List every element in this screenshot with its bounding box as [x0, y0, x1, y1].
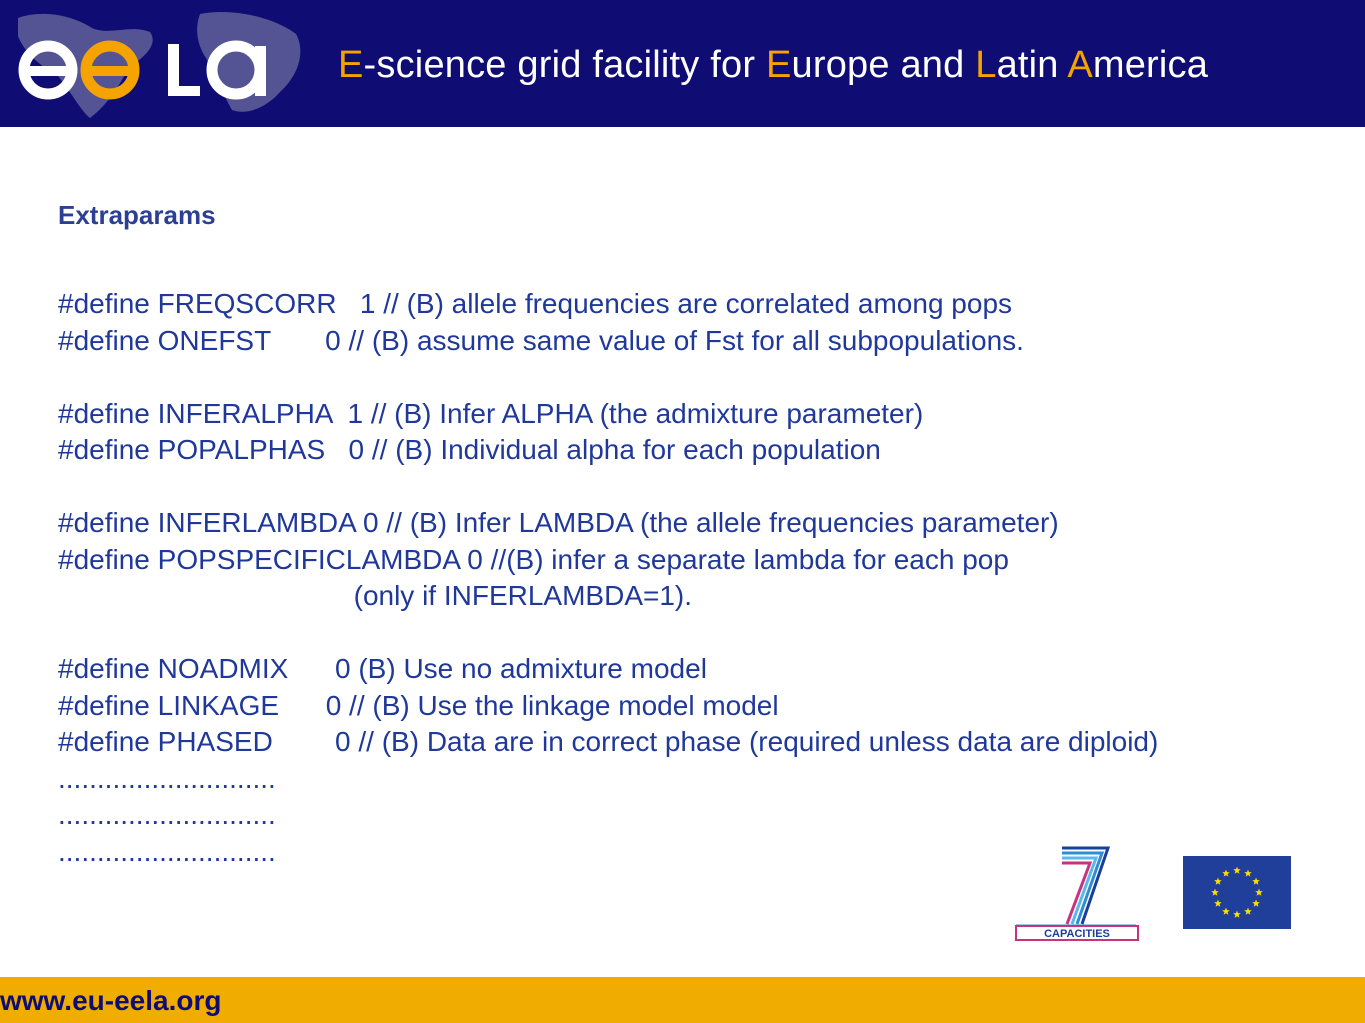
define-line: #define INFERLAMBDA 0 // (B) Infer LAMBDA (the allele frequencies parameter): [58, 507, 1059, 538]
footer-bar: [0, 977, 1365, 1023]
define-line: #define POPSPECIFICLAMBDA 0 //(B) infer a separate lambda for each pop: [58, 543, 1009, 575]
title-segment: -science grid facility for: [363, 44, 766, 86]
title-initial: A: [1067, 44, 1093, 86]
header-title: [338, 44, 1208, 87]
title-segment: urope and: [791, 44, 976, 86]
footer-url-link[interactable]: www.eu-eela.org: [0, 985, 222, 1016]
blank-line: [58, 469, 1348, 506]
fp7-label: CAPACITIES: [1044, 928, 1110, 940]
define-line: #define POPALPHAS 0 // (B) Individual alpha for each population: [58, 434, 881, 465]
define-line: #define LINKAGE 0 // (B) Use the linkage model model: [58, 689, 779, 721]
define-line: #define FREQSCORR 1 // (B) allele frequencies are correlated among pops: [58, 288, 1013, 319]
define-line: #define NOADMIX 0 (B) Use no admixture model: [58, 653, 707, 684]
define-line: (only if INFERLAMBDA=1).: [58, 580, 693, 611]
blank-line: [58, 359, 1348, 396]
title-segment: atin: [996, 44, 1068, 86]
define-list: [58, 286, 1348, 870]
fp7-capacities-logo-icon: [1012, 842, 1142, 944]
header-bar: [0, 0, 1365, 127]
define-line: ............................: [58, 762, 276, 794]
define-line: #define ONEFST 0 // (B) assume same value of Fst for all subpopulations.: [58, 324, 1024, 356]
define-line: ............................: [58, 799, 276, 830]
title-segment: merica: [1092, 44, 1209, 86]
slide-subtitle: Extraparams: [58, 200, 216, 230]
eu-flag-icon: [1183, 856, 1291, 929]
title-initial: L: [975, 44, 997, 86]
title-initial: E: [338, 44, 364, 86]
define-line: #define INFERALPHA 1 // (B) Infer ALPHA (the admixture parameter): [58, 397, 924, 429]
define-line: ............................: [58, 835, 276, 867]
title-initial: E: [765, 44, 792, 86]
define-line: #define PHASED 0 // (B) Data are in correct phase (required unless data are diploid): [58, 726, 1159, 757]
blank-line: [58, 615, 1348, 652]
eela-logo-icon: [10, 6, 310, 124]
